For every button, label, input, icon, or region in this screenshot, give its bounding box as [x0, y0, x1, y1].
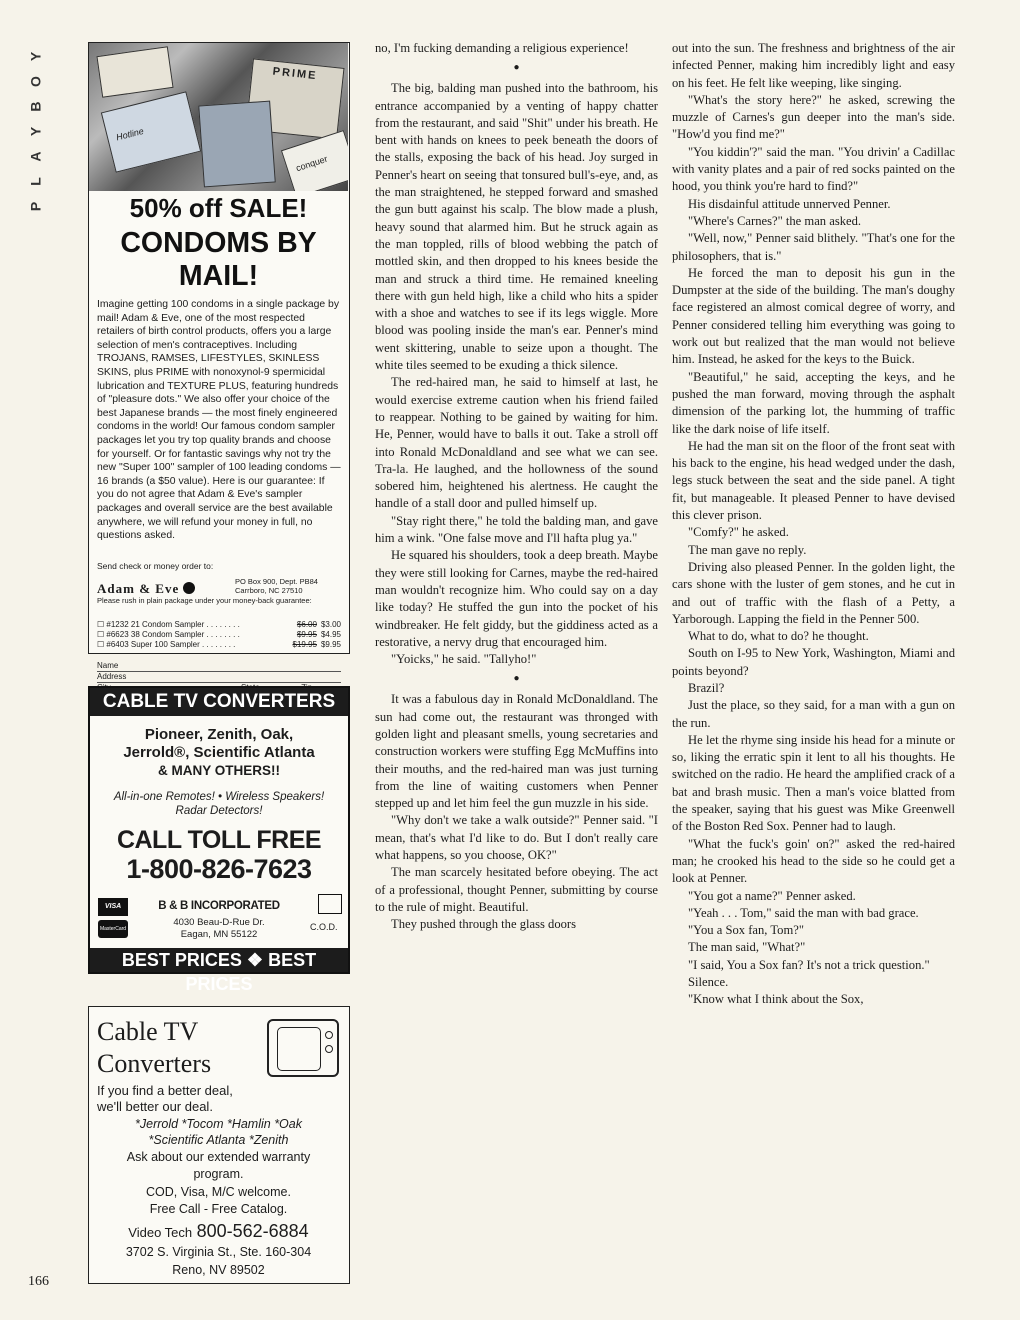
payment-line: COD, Visa, M/C welcome.: [146, 1185, 291, 1199]
paragraph: He forced the man to deposit his gun in the Dumpster at the side of the building. The man's doughy face registered an almost comical degree of worry, and Penner considered telling him everything was going to work out but realized that the man would not believe him. Instead, he asked for the keys to the Buick.: [672, 265, 955, 367]
paragraph: The big, balding man pushed into the bathroom, his entrance accompanied by a venting of happy chatter from the restaurant, and said "Shit" under his breath. He bent with hands on knees to peek beneath the doors of the stalls, exposing the back of his head. Joy surged in Penner's heart on seeing that tonsured bull's-eye, and, as the man straightened, he stepped forward and smashed the gun butt against his scalp. The blow made a plush, heavy sound that alarmed him. But he struck again as the man toppled, rills of blood webbing the patch of mottled skin, and then dropped to his knees beside the man and struck a third time. He remained kneeling there with gun held high, like a child who hits a spider with a shoe and watches to see if its legs wiggle. More blood was pooling inside the man's ear. Penner's mind went skittering, unable to seize upon a thought. The white tiles seemed to be exuding a thick silence.: [375, 81, 658, 373]
paragraph: "Yeah . . . Tom," said the man with bad grace.: [688, 905, 919, 920]
deal-line: we'll better our deal.: [97, 1099, 213, 1114]
ad-title: Converters: [97, 1049, 212, 1078]
cod-label: C.O.D.: [310, 922, 338, 932]
paragraph: "I said, You a Sox fan? It's not a trick question.": [688, 957, 930, 972]
mastercard-icon: MasterCard: [98, 920, 128, 938]
apple-icon: [183, 582, 195, 594]
condoms-headline: CONDOMS BY MAIL!: [120, 227, 317, 292]
section-break: ●: [513, 673, 520, 685]
tv-icon: [267, 1019, 339, 1077]
paragraph: "Beautiful," he said, accepting the keys, and he pushed the man forward, moving through the asphalt dimension of the parking lot, the humming of traffic like the dark noise of life itself.: [672, 369, 955, 436]
paragraph: What to do, what to do? he thought.: [688, 629, 869, 644]
page-number: 166: [28, 1274, 49, 1289]
ad-title: Cable TV: [97, 1017, 199, 1046]
paragraph: The man said, "What?": [688, 940, 806, 955]
paragraph: "Know what I think about the Sox,: [688, 992, 864, 1007]
company-phone: Video Tech 800-562-6884: [128, 1221, 309, 1241]
ad-footer: BEST PRICES ❖ BEST PRICES: [90, 948, 348, 972]
order-row[interactable]: ☐ #6623 38 Condom Sampler . . . . . . . . $9.95 $4.95: [97, 630, 341, 639]
brand-logo: Adam & Eve: [97, 581, 195, 597]
phone-number[interactable]: 800-562-6884: [196, 1221, 309, 1241]
paragraph: The red-haired man, he said to himself at last, he would exercise extreme caution when his friend failed to reappear. Nothing to be gained by waiting for him. He, Penner, would have to balls it out. Take a stroll off into Ronald McDonaldland and see what we can see. Tra-la. He laughed, and the hollowness of the sound sobered him, heightened his alertness. He caught the handle of a stall door and pulled himself up.: [375, 375, 658, 511]
package-label: conquer: [294, 153, 329, 174]
paragraph: He let the rhyme sing inside his head for a minute or so, liking the erratic spin it lent to all his thoughts. He switched on the radio. He heard the amplified crack of a bat and brash music. Then a man's voice blatted from the speaker, saying that his guest was Mike Greenwell of the Boston Red Sox. Penner had to laugh.: [672, 732, 955, 834]
section-break: ●: [513, 62, 520, 74]
package-label: PRIME: [272, 65, 318, 83]
package-label: Hotline: [115, 125, 145, 143]
order-list: [97, 620, 341, 650]
city: Reno, NV 89502: [172, 1263, 265, 1277]
paragraph: His disdainful attitude unnerved Penner.: [688, 196, 891, 211]
brands-line: *Scientific Atlanta *Zenith: [148, 1133, 289, 1147]
mailing-address: PO Box 900, Dept. PB84 Carrboro, NC 27510: [235, 577, 318, 595]
paragraph: Brazil?: [688, 680, 725, 695]
paragraph: "Stay right there," he told the balding man, and gave him a wink. "One false move and I'll hafta plug ya.": [375, 513, 658, 546]
warranty-line: Ask about our extended warranty: [126, 1150, 311, 1164]
paragraph: South on I-95 to New York, Washington, Miami and points beyond?: [672, 646, 955, 678]
cable-converters-ad: [88, 686, 350, 994]
visa-icon: VISA: [98, 898, 128, 916]
deal-line: If you find a better deal,: [97, 1083, 233, 1098]
warranty-line: program.: [193, 1167, 244, 1181]
catalog-line: Free Call - Free Catalog.: [149, 1202, 288, 1216]
video-tech-ad: [88, 1006, 350, 1284]
name-field[interactable]: Name: [97, 661, 341, 672]
paragraph: Silence.: [688, 975, 729, 990]
paragraph: "You kiddin'?" said the man. "You drivin' a Cadillac with vanity plates and a pair of red socks painted on the hood, you think you're hard to find?": [672, 144, 955, 194]
brands-line: & MANY OTHERS!!: [157, 763, 280, 778]
ad-body: Imagine getting 100 condoms in a single package by mail! Adam & Eve, one of the most respected retailers of birth control products, offers you a large selection of men's contraceptives. Including TROJANS, RAMSES, LIFESTYLES, SKINLESS SKINS, plus PRIME with nonoxynol-9 spermicidal lubrication and TEXTURE PLUS, featuring hundreds of "pleasure dots." We also offer your choice of the best Japanese brands — the most finely engineered condoms in the world! Our famous condom sampler packages let you try top quality brands and choose for yourself. Or for fantastic savings why not try the new "Super 100" sampler of 100 leading condoms — 16 brands (a $50 value). Here is our guarantee: If you do not agree that Adam & Eve's sampler packages and overall service are the best available anywhere, we will refund your money in full, no questions asked.: [97, 299, 341, 542]
running-head: Y O B Y A L P: [27, 51, 44, 212]
features-line: All-in-one Remotes! • Wireless Speakers!: [113, 791, 325, 803]
sale-headline: 50% off SALE!: [129, 193, 308, 223]
ad-header: CABLE TV CONVERTERS: [90, 688, 348, 716]
paragraph: Driving also pleased Penner. In the golden light, the cars shone with the luster of gem stones, and he cut in and out of traffic with the flash of a Petty, a Yarborough. Lapping the field in the Penner 500.: [672, 559, 955, 626]
paragraph: "You got a name?" Penner asked.: [688, 888, 856, 903]
street: 4030 Beau-D-Rue Dr.: [173, 917, 265, 928]
paragraph: "Well, now," Penner said blithely. "That's one for the philosophers, that is.": [672, 231, 955, 263]
features-line: Radar Detectors!: [175, 805, 263, 817]
order-row[interactable]: ☐ #1232 21 Condom Sampler . . . . . . . . $6.00 $3.00: [97, 620, 341, 629]
condom-ad: [88, 42, 350, 681]
converter-box-icon: [318, 894, 342, 914]
paragraph: "Yoicks," he said. "Tallyho!": [391, 652, 537, 667]
brands-line: Jerrold®, Scientific Atlanta: [123, 744, 315, 761]
order-row[interactable]: ☐ #6403 Super 100 Sampler . . . . . . . . $19.95 $9.95: [97, 640, 341, 649]
paragraph: "What's the story here?" he asked, screwing the muzzle of Carnes's gun deeper into the man's side. "How'd you find me?": [672, 92, 955, 142]
city: Eagan, MN 55122: [180, 929, 258, 940]
paragraph: He squared his shoulders, took a deep breath. Maybe they were still looking for Carnes, maybe the red-haired man wouldn't recognize him. Who could say on a day like today? He stuffed the gun into the pocket of his windbreaker. He felt giddy, but the giddiness acted as a restorative, a nervy drug that encouraged him.: [375, 548, 658, 649]
product-photo: [89, 43, 348, 191]
company-name: B & B INCORPORATED: [158, 900, 280, 912]
paragraph: "Where's Carnes?" the man asked.: [688, 213, 862, 228]
paragraph: "Comfy?" he asked.: [688, 525, 789, 540]
paragraph: He had the man sit on the floor of the front seat with his back to the engine, his head wedged under the dash, legs stuck between the seat and the side panel. A tight fit, but manageable. It pleased Penner to have devised this clever prison.: [672, 438, 955, 523]
paragraph: out into the sun. The freshness and brightness of the air infected Penner, making him incredibly light and easy on his feet. He felt like weeping, like singing.: [672, 41, 955, 90]
brands-line: Pioneer, Zenith, Oak,: [144, 726, 294, 743]
paragraph: "Why don't we take a walk outside?" Penner said. "I mean, that's what I'd like to do. But I don't really care what happens, so you choose, OK?": [375, 813, 658, 863]
brands-line: *Jerrold *Tocom *Hamlin *Oak: [135, 1117, 302, 1131]
street: 3702 S. Virginia St., Ste. 160-304: [125, 1245, 312, 1259]
paragraph: The man scarcely hesitated before obeying. The act of a professional, thought Penner, submitting by course to the rule of might. Beautiful.: [375, 865, 658, 914]
story-column-1: [375, 40, 658, 934]
send-instructions: Send check or money order to:: [97, 561, 214, 571]
phone-number[interactable]: 1-800-826-7623: [126, 854, 312, 884]
paragraph: no, I'm fucking demanding a religious experience!: [375, 41, 629, 55]
story-column-2: [672, 40, 955, 1009]
paragraph: They pushed through the glass doors: [391, 917, 577, 932]
address-field[interactable]: Address: [97, 672, 341, 683]
paragraph: "What the fuck's goin' on?" asked the red-haired man; he crooked his head to the side so he could get a look at Penner.: [672, 836, 955, 886]
paragraph: "You a Sox fan, Tom?": [688, 923, 804, 938]
paragraph: Just the place, so they said, for a man with a gun on the run.: [672, 698, 955, 730]
paragraph: The man gave no reply.: [688, 542, 807, 557]
call-toll-free: CALL TOLL FREE: [116, 826, 322, 854]
paragraph: It was a fabulous day in Ronald McDonaldland. The sun had come out, the restaurant was thronged with golden light and pleasant smells, young secretaries and construction workers were stuffing Egg McMuffins into their mouths, and the red-haired man was just turning from the line of waiting customers when Penner stepped up and let him feel the gun muzzle in his side.: [375, 692, 658, 811]
rush-note: Please rush in plain package under your money-back guarantee:: [97, 596, 312, 605]
